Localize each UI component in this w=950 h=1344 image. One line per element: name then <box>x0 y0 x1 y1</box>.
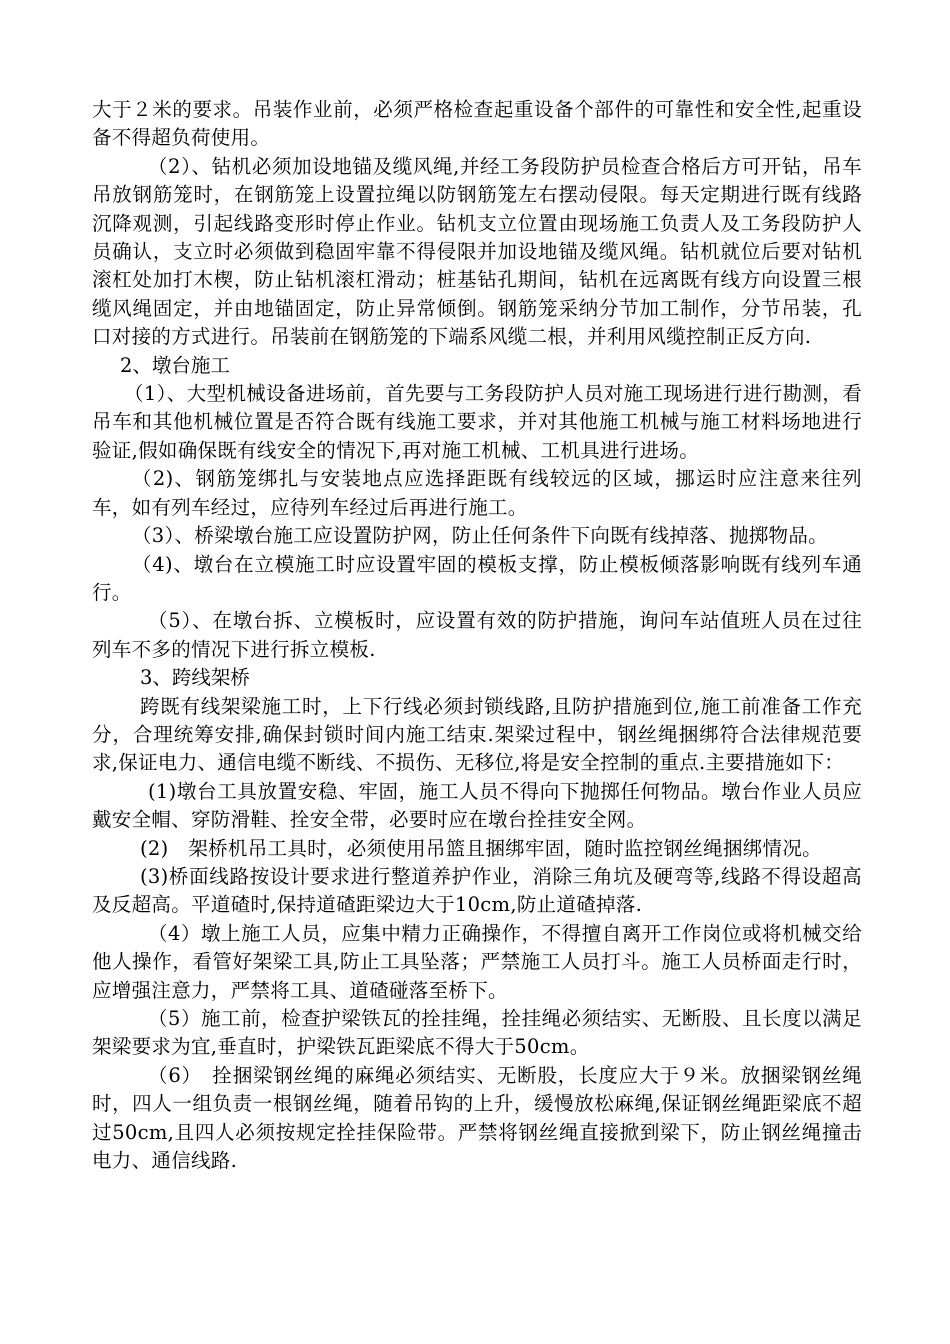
paragraph: （6） 拴捆梁钢丝绳的麻绳必须结实、无断股，长度应大于９米。放捆梁钢丝绳时，四人一组负责一根钢丝绳，随着吊钩的上升，缓慢放松麻绳,保证钢丝绳距梁底不超过50cm,且四人必须按规定拴挂保险带。严禁将钢丝绳直接掀到梁下，防止钢丝绳撞击电力、通信线路. <box>92 1063 862 1173</box>
paragraph: 跨既有线架梁施工时，上下行线必须封锁线路,且防护措施到位,施工前准备工作充分，合理统筹安排,确保封锁时间内施工结束.架梁过程中，钢丝绳捆绑符合法律规范要求,保证电力、通信电缆不断线、不损伤、无移位,将是安全控制的重点.主要措施如下： <box>92 694 862 775</box>
paragraph: （5）、在墩台拆、立模板时，应设置有效的防护措施，询问车站值班人员在过往列车不多的情况下进行拆立模板. <box>92 609 862 661</box>
paragraph: (1)墩台工具放置安稳、牢固，施工人员不得向下抛掷任何物品。墩台作业人员应戴安全帽、穿防滑鞋、拴安全带，必要时应在墩台拴挂安全网。 <box>92 779 862 832</box>
paragraph: （4）墩上施工人员，应集中精力正确操作，不得擅自离开工作岗位或将机械交给他人操作，看管好架梁工具,防止工具坠落；严禁施工人员打斗。施工人员桥面走行时，应增强注意力，严禁将工具、道碴碰落至桥下。 <box>92 921 862 1002</box>
paragraph: (3)桥面线路按设计要求进行整道养护作业，消除三角坑及硬弯等,线路不得设超高及反超高。平道碴时,保持道碴距梁边大于10cm,防止道碴掉落. <box>92 864 862 917</box>
paragraph: （3）、桥梁墩台施工应设置防护网，防止任何条件下向既有线掉落、抛掷物品。 <box>132 524 828 548</box>
paragraph: (2) 架桥机吊工具时，必须使用吊篮且捆绑牢固，随时监控钢丝绳捆绑情况。 <box>140 836 822 860</box>
paragraph: （2）、钻机必须加设地锚及缆风绳,并经工务段防护员检查合格后方可开钻，吊车吊放钢筋笼时，在钢筋笼上设置拉绳以防钢筋笼左右摆动侵限。每天定期进行既有线路沉降观测，引起线路变形时停止作业。钻机支立位置由现场施工负责人及工务段防护人员确认，支立时必须做到稳固牢靠不得侵限并加设地锚及缆风绳。钻机就位后要对钻机滚杠处加打木楔，防止钻机滚杠滑动；桩基钻孔期间，钻机在远离既有线方向设置三根缆风绳固定，并由地锚固定，防止异常倾倒。钢筋笼采纳分节加工制作，分节吊装，孔口对接的方式进行。吊装前在钢筋笼的下端系风缆二根，并利用风缆控制正反方向. <box>92 154 862 349</box>
section-heading: 3、跨线架桥 <box>140 666 250 690</box>
paragraph: （4)、墩台在立模施工时应设置牢固的模板支撑，防止模板倾落影响既有线列车通行。 <box>92 552 862 604</box>
paragraph: 大于２米的要求。吊装作业前，必须严格检查起重设备个部件的可靠性和安全性,起重设备不得超负荷使用。 <box>92 98 862 150</box>
section-heading: 2、墩台施工 <box>120 353 230 377</box>
paragraph: （1）、大型机械设备进场前，首先要与工务段防护人员对施工现场进行进行勘测，看吊车和其他机械位置是否符合既有线施工要求，并对其他施工机械与施工材料场地进行验证,假如确保既有线安全的情况下,再对施工机械、工机具进行进场。 <box>92 382 862 462</box>
paragraph: （2)、钢筋笼绑扎与安装地点应选择距既有线较远的区域，挪运时应注意来往列车，如有列车经过，应待列车经过后再进行施工。 <box>92 467 862 519</box>
document-body <box>92 96 862 1175</box>
paragraph: （5）施工前，检查护梁铁瓦的拴挂绳，拴挂绳必须结实、无断股、且长度以满足架梁要求为宜,垂直时，护梁铁瓦距梁底不得大于50cm。 <box>92 1007 862 1059</box>
